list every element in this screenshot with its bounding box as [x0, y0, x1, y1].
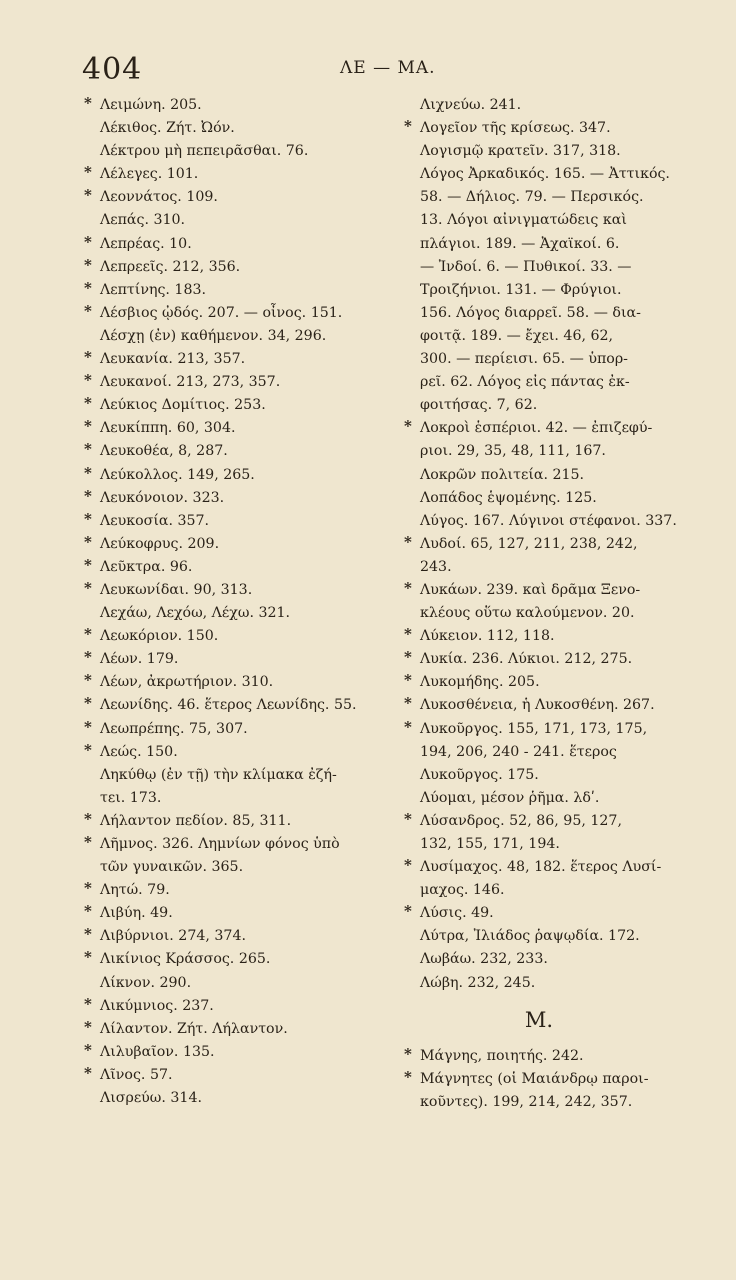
- index-entry: * Λέων. 179.: [84, 648, 374, 671]
- index-entry: * Λευκόνοιον. 323.: [84, 487, 374, 510]
- index-entry: * Λεύκοφρυς. 209.: [84, 533, 374, 556]
- index-entry: * Λυκομήδης. 205.: [404, 671, 704, 694]
- index-entry: * Λεπρέας. 10.: [84, 233, 374, 256]
- index-entry: * Μάγνητες (οἱ Μαιάνδρῳ παροι- κοῦντες). 199, 214, 242, 357.: [404, 1068, 704, 1114]
- index-entry: * Λευκανοί. 213, 273, 357.: [84, 371, 374, 394]
- index-entry: Λέκιθος. Ζήτ. Ὠόν.: [100, 120, 235, 137]
- index-entry: * Λικύμνιος. 237.: [84, 995, 374, 1018]
- index-entry: * Λήλαντον πεδίον. 85, 311.: [84, 810, 374, 833]
- index-entry: * Λυκοσθένεια, ἡ Λυκοσθένη. 267.: [404, 694, 704, 717]
- index-entry: * Λυσίμαχος. 48, 182. ἕτερος Λυσί- μαχος. 146.: [404, 856, 704, 902]
- index-entry: * Λέλεγες. 101.: [84, 163, 374, 186]
- index-entry: Λύτρα, Ἰλιάδος ῥαψῳδία. 172.: [420, 928, 640, 945]
- index-entry: * Λύσις. 49.: [404, 902, 704, 925]
- index-entry: * Λεύκολλος. 149, 265.: [84, 464, 374, 487]
- index-entry: * Λεωνίδης. 46. ἕτερος Λεωνίδης. 55.: [84, 694, 374, 717]
- page-number: 404: [82, 52, 143, 87]
- index-column-left: [84, 94, 374, 1110]
- index-entry: * Λίλαντον. Ζήτ. Λήλαντον.: [84, 1018, 374, 1041]
- index-entry: * Λύκειον. 112, 118.: [404, 625, 704, 648]
- index-entry: Ληκύθῳ (ἐν τῇ) τὴν κλίμακα ἐζή- τει. 173.: [100, 766, 337, 806]
- index-entry: Λεχάω, Λεχόω, Λέχω. 321.: [100, 605, 291, 622]
- index-entry: * Λεύκιος Δομίτιος. 253.: [84, 394, 374, 417]
- index-entry: * Λέων, ἀκρωτήριον. 310.: [84, 671, 374, 694]
- index-entry: Λοκρῶν πολιτεία. 215.: [420, 466, 585, 483]
- index-entry: Λώβη. 232, 245.: [420, 974, 536, 991]
- index-entry: Λέσχῃ (ἐν) καθήμενον. 34, 296.: [100, 327, 327, 344]
- index-entry: * Λευκίππη. 60, 304.: [84, 417, 374, 440]
- index-entry: Λισρεύω. 314.: [100, 1090, 202, 1107]
- index-entry: Λύγος. 167. Λύγινοι στέφανοι. 337.: [420, 512, 677, 529]
- running-head: ΛΕ — ΜΑ.: [340, 58, 436, 78]
- index-entry: * Λιβύρνιοι. 274, 374.: [84, 925, 374, 948]
- section-letter: Μ.: [524, 1007, 554, 1032]
- index-entry: * Λεπρεεῖς. 212, 356.: [84, 256, 374, 279]
- index-entry: Λόγος Ἀρκαδικός. 165. — Ἀττικός. 58. — Δήλιος. 79. — Περσικός. 13. Λόγοι αἰνιγματώδεις καὶ πλάγιοι. 189. — Ἀχαϊκοί. 6. — Ἰνδοί. 6. — Πυθικοί. 33. — Τροιζήνιοι. 131. — Φρύγιοι. 156. Λόγος διαρρεῖ. 58. — δια- φοιτᾷ. 189. — ἔχει. 46, 62, 300. — περίεισι. 65. — ὑπορ- ρεῖ. 62. Λόγος εἰς πάντας ἐκ- φοιτήσας. 7, 62.: [420, 166, 670, 414]
- index-entry: Λεπάς. 310.: [100, 212, 186, 229]
- index-entry: Λιχνεύω. 241.: [420, 97, 522, 113]
- index-entry: * Λεωπρέπης. 75, 307.: [84, 718, 374, 741]
- index-entry: * Λεπτίνης. 183.: [84, 279, 374, 302]
- index-entry: Λύομαι, μέσον ῥῆμα. λδʹ.: [420, 789, 600, 806]
- index-entry: Λίκνον. 290.: [100, 974, 192, 991]
- index-entry: * Λικίνιος Κράσσος. 265.: [84, 948, 374, 971]
- index-entry: * Λυδοί. 65, 127, 211, 238, 242, 243.: [404, 533, 704, 579]
- index-entry: * Λιλυβαῖον. 135.: [84, 1041, 374, 1064]
- index-entry: * Λευκωνίδαι. 90, 313.: [84, 579, 374, 602]
- index-entry: * Λυκία. 236. Λύκιοι. 212, 275.: [404, 648, 704, 671]
- index-entry: Λέκτρου μὴ πεπειρᾶσθαι. 76.: [100, 143, 309, 160]
- index-entry: * Λειμώνη. 205.: [84, 94, 374, 117]
- index-entry: * Λευκοσία. 357.: [84, 510, 374, 533]
- index-entry: Λογισμῷ κρατεῖν. 317, 318.: [420, 143, 621, 160]
- index-entry: * Λῆμνος. 326. Λημνίων φόνος ὑπὸ τῶν γυναικῶν. 365.: [84, 833, 374, 879]
- index-entry: * Λεωκόριον. 150.: [84, 625, 374, 648]
- index-entry: * Λευκοθέα, 8, 287.: [84, 440, 374, 463]
- index-entry: Λωβάω. 232, 233.: [420, 951, 548, 968]
- index-entry: * Λυκάων. 239. καὶ δρᾶμα Ξενο- κλέους οὕτω καλούμενον. 20.: [404, 579, 704, 625]
- index-entry: * Λοκροὶ ἑσπέριοι. 42. — ἐπιζεφύ- ριοι. 29, 35, 48, 111, 167.: [404, 417, 704, 463]
- index-entry: * Λεοννάτος. 109.: [84, 186, 374, 209]
- index-entry: * Λεῦκτρα. 96.: [84, 556, 374, 579]
- index-entry: * Μάγνης, ποιητής. 242.: [404, 1045, 704, 1068]
- index-entry: * Λητώ. 79.: [84, 879, 374, 902]
- index-entry: * Λύσανδρος. 52, 86, 95, 127, 132, 155, 171, 194.: [404, 810, 704, 856]
- index-entry: * Λιβύη. 49.: [84, 902, 374, 925]
- index-entry: * Λῖνος. 57.: [84, 1064, 374, 1087]
- index-entry: * Λογεῖον τῆς κρίσεως. 347.: [404, 117, 704, 140]
- index-column-right: [404, 94, 704, 1114]
- index-entry: * Λυκοῦργος. 155, 171, 173, 175, 194, 206, 240 - 241. ἕτερος Λυκοῦργος. 175.: [404, 718, 704, 787]
- index-entry: * Λέσβιος ᾠδός. 207. — οἶνος. 151.: [84, 302, 374, 325]
- index-entry: * Λευκανία. 213, 357.: [84, 348, 374, 371]
- index-entry: Λοπάδος ἑψομένης. 125.: [420, 489, 597, 506]
- index-entry: * Λεώς. 150.: [84, 741, 374, 764]
